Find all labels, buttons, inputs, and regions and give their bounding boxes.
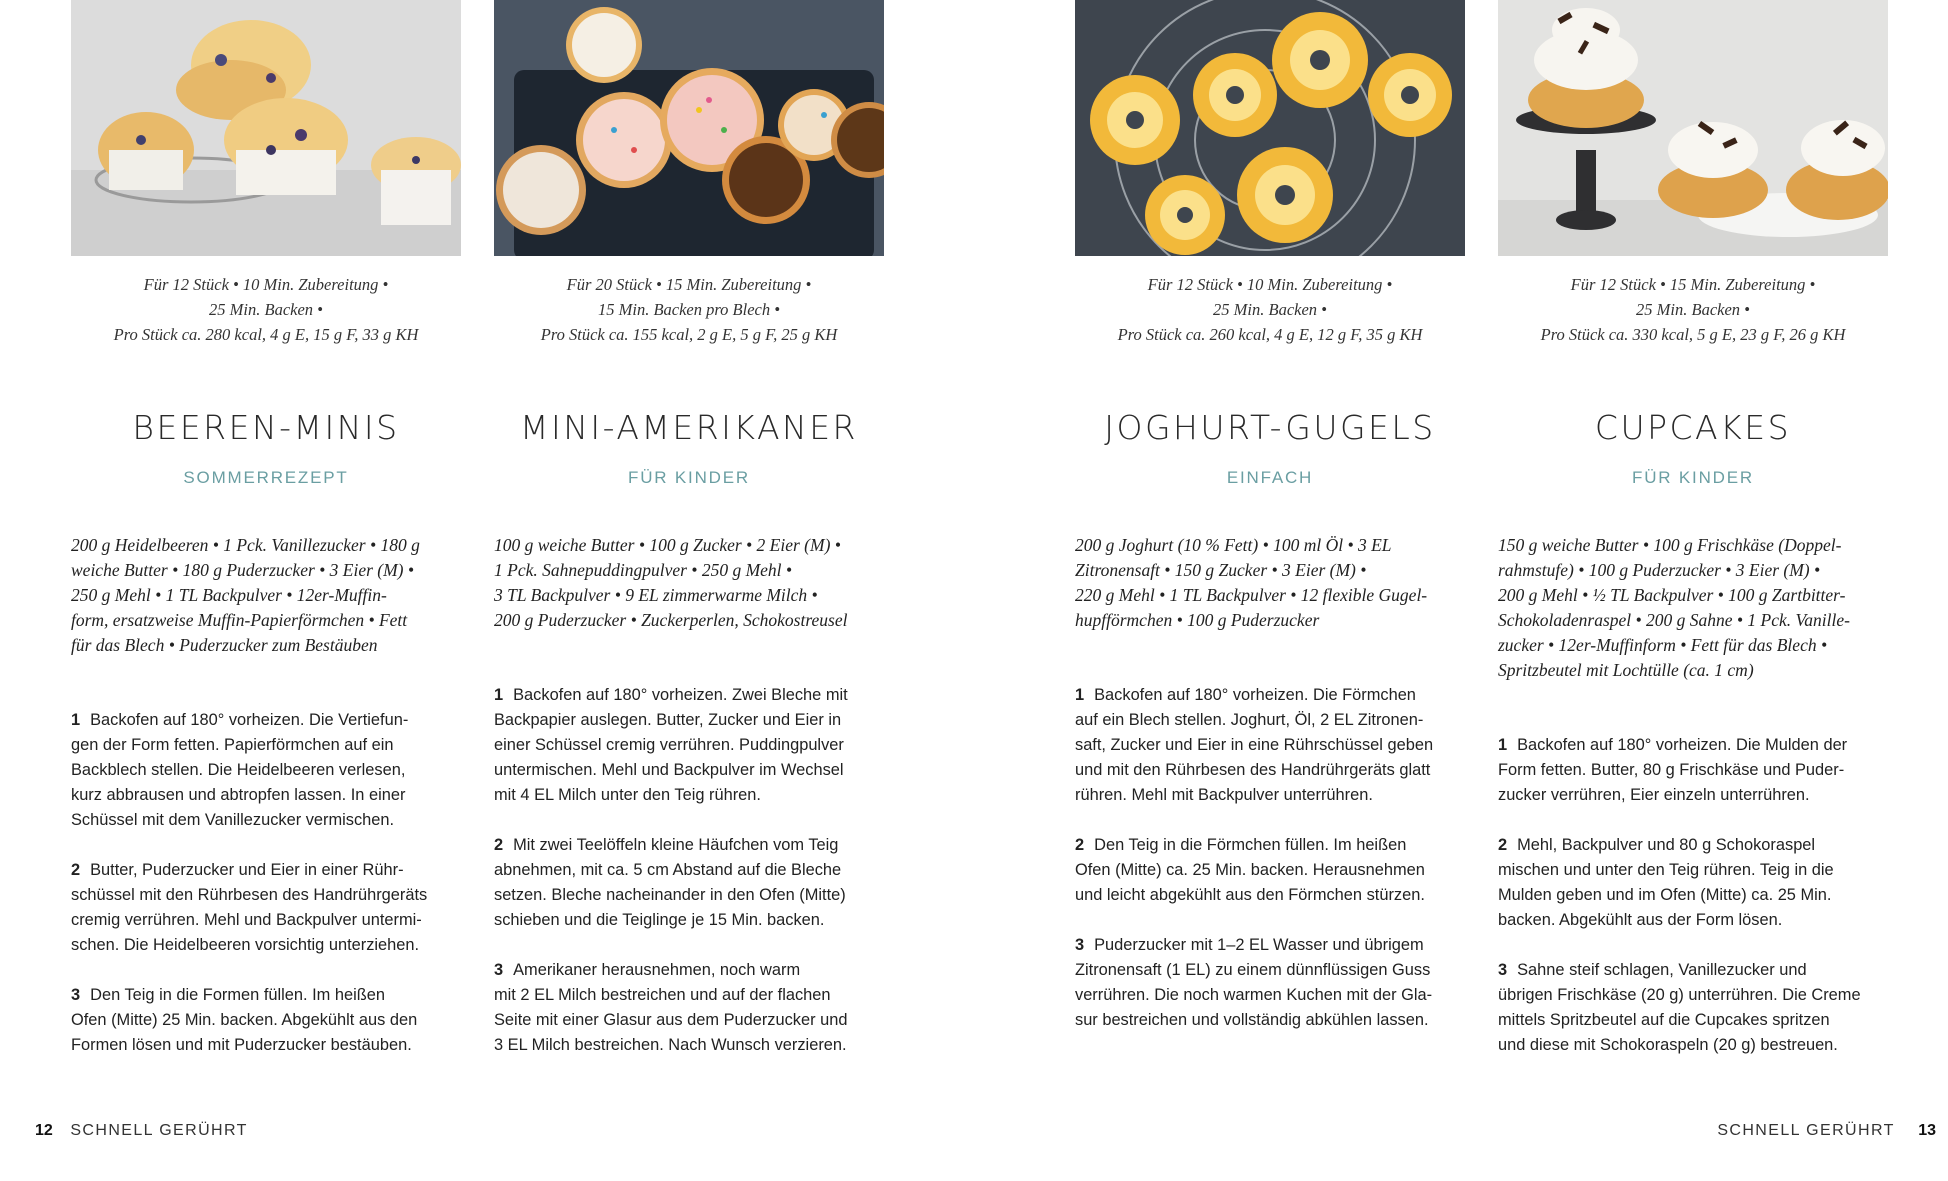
step-line: übrigen Frischkäse (20 g) unterrühren. Die Creme bbox=[1498, 986, 1861, 1004]
ingredients-list bbox=[1075, 533, 1475, 633]
step-number: 1 bbox=[1075, 686, 1085, 704]
step-line bbox=[71, 983, 471, 1008]
step-number: 3 bbox=[494, 961, 504, 979]
step-number: 2 bbox=[1498, 836, 1508, 854]
step-text: Mehl, Backpulver und 80 g Schokoraspel bbox=[1517, 836, 1816, 854]
step-text: Backofen auf 180° vorheizen. Die Vertiefun- bbox=[90, 711, 409, 729]
recipe-meta bbox=[494, 272, 884, 347]
ingredient-line: 200 g Heidelbeeren • 1 Pck. Vanillezucker • 180 g bbox=[71, 535, 420, 555]
ingredient-line: 150 g weiche Butter • 100 g Frischkäse (Doppel- bbox=[1498, 535, 1842, 555]
muffins-photo bbox=[71, 0, 461, 256]
step-line: verrühren. Die noch warmen Kuchen mit der Gla- bbox=[1075, 986, 1433, 1004]
meta-line: 25 Min. Backen • bbox=[1636, 300, 1750, 319]
step-line: schen. Die Heidelbeeren vorsichtig unterziehen. bbox=[71, 936, 420, 954]
ingredient-line: 200 g Mehl • ½ TL Backpulver • 100 g Zartbitter- bbox=[1498, 585, 1846, 605]
step-line: einer Schüssel cremig verrühren. Puddingpulver bbox=[494, 736, 844, 754]
ingredient-line: 3 TL Backpulver • 9 EL zimmerwarme Milch • bbox=[494, 585, 818, 605]
instructions bbox=[1498, 733, 1898, 1058]
step-line: auf ein Blech stellen. Joghurt, Öl, 2 EL Zitronen- bbox=[1075, 711, 1424, 729]
step-line: rühren. Mehl mit Backpulver unterrühren. bbox=[1075, 786, 1373, 804]
step-line bbox=[494, 958, 894, 983]
meta-line: Pro Stück ca. 155 kcal, 2 g E, 5 g F, 25 g KH bbox=[540, 325, 838, 344]
ingredient-line: Schokoladenraspel • 200 g Sahne • 1 Pck. Vanille- bbox=[1498, 610, 1850, 630]
step-number: 1 bbox=[71, 711, 81, 729]
step-number: 2 bbox=[71, 861, 81, 879]
recipe-subtitle: FÜR KINDER bbox=[628, 468, 750, 487]
recipe-title: MINI-AMERIKANER bbox=[520, 408, 858, 447]
step-text: Amerikaner herausnehmen, noch warm bbox=[513, 961, 801, 979]
step-line: kurz abbrausen und abtropfen lassen. In einer bbox=[71, 786, 406, 804]
ingredient-line: weiche Butter • 180 g Puderzucker • 3 Eier (M) • bbox=[71, 560, 415, 580]
meta-line: 25 Min. Backen • bbox=[1213, 300, 1327, 319]
step-line: backen. Abgekühlt aus der Form lösen. bbox=[1498, 911, 1783, 929]
step-text: Backofen auf 180° vorheizen. Die Förmchen bbox=[1094, 686, 1416, 704]
ingredient-line: 1 Pck. Sahnepuddingpulver • 250 g Mehl • bbox=[494, 560, 793, 580]
step-line bbox=[1075, 683, 1475, 708]
step-text: Backofen auf 180° vorheizen. Die Mulden der bbox=[1517, 736, 1848, 754]
right-page-footer bbox=[1717, 1122, 1936, 1140]
ingredient-line: hupfförmchen • 100 g Puderzucker bbox=[1075, 610, 1320, 630]
recipe-meta bbox=[71, 272, 461, 347]
step-number: 3 bbox=[71, 986, 81, 1004]
step-number: 2 bbox=[1075, 836, 1085, 854]
left-page-footer bbox=[35, 1122, 248, 1140]
meta-line: Für 12 Stück • 15 Min. Zubereitung • bbox=[1570, 275, 1816, 294]
recipe-beeren-minis bbox=[71, 0, 461, 1054]
step-line: Ofen (Mitte) 25 Min. backen. Abgekühlt aus den bbox=[71, 1011, 418, 1029]
recipe-subtitle: EINFACH bbox=[1226, 468, 1314, 487]
step-line: setzen. Bleche nacheinander in den Ofen (Mitte) bbox=[494, 886, 846, 904]
step-number: 1 bbox=[494, 686, 504, 704]
instructions bbox=[1075, 683, 1475, 1033]
step-line: und leicht abgekühlt aus den Förmchen stürzen. bbox=[1075, 886, 1425, 904]
step-line: saft, Zucker und Eier in eine Rührschüssel geben bbox=[1075, 736, 1434, 754]
step-line: zucker verrühren, Eier einzeln unterrühren. bbox=[1498, 786, 1810, 804]
step-text: Den Teig in die Förmchen füllen. Im heißen bbox=[1094, 836, 1407, 854]
ingredient-line: zucker • 12er-Muffinform • Fett für das Blech • bbox=[1498, 635, 1828, 655]
instructions bbox=[494, 683, 894, 1058]
meta-line: Pro Stück ca. 330 kcal, 5 g E, 23 g F, 26 g KH bbox=[1540, 325, 1846, 344]
recipe-cupcakes bbox=[1498, 0, 1888, 1054]
step-text: Butter, Puderzucker und Eier in einer Rühr- bbox=[90, 861, 404, 879]
step-line bbox=[71, 858, 471, 883]
step-line: Zitronensaft (1 EL) zu einem dünnflüssigen Guss bbox=[1075, 961, 1431, 979]
ingredient-line: für das Blech • Puderzucker zum Bestäuben bbox=[71, 635, 378, 655]
ingredient-line: 100 g weiche Butter • 100 g Zucker • 2 Eier (M) • bbox=[494, 535, 841, 555]
step-line: Mulden geben und im Ofen (Mitte) ca. 25 Min. bbox=[1498, 886, 1832, 904]
recipe-subtitle: SOMMERREZEPT bbox=[183, 468, 349, 487]
step-line: mittels Spritzbeutel auf die Cupcakes spritzen bbox=[1498, 1011, 1830, 1029]
step-line bbox=[1498, 733, 1898, 758]
recipe-title: JOGHURT-GUGELS bbox=[1104, 408, 1436, 447]
step-number: 2 bbox=[494, 836, 504, 854]
step-text: Puderzucker mit 1–2 EL Wasser und übrigem bbox=[1094, 936, 1424, 954]
step-line bbox=[1075, 933, 1475, 958]
recipe-subtitle: FÜR KINDER bbox=[1632, 468, 1754, 487]
step-text: Den Teig in die Formen füllen. Im heißen bbox=[90, 986, 386, 1004]
step-line: abnehmen, mit ca. 5 cm Abstand auf die Bleche bbox=[494, 861, 842, 879]
ingredient-line: Spritzbeutel mit Lochtülle (ca. 1 cm) bbox=[1498, 660, 1754, 680]
meta-line: Pro Stück ca. 280 kcal, 4 g E, 15 g F, 33 g KH bbox=[113, 325, 419, 344]
recipe-meta bbox=[1075, 272, 1465, 347]
step-line bbox=[494, 833, 894, 858]
step-line: gen der Form fetten. Papierförmchen auf ein bbox=[71, 736, 394, 754]
step-line: untermischen. Mehl und Backpulver im Wechsel bbox=[494, 761, 844, 779]
step-text: Mit zwei Teelöffeln kleine Häufchen vom Teig bbox=[513, 836, 839, 854]
step-line: Seite mit einer Glasur aus dem Puderzucker und bbox=[494, 1011, 848, 1029]
step-line: sur bestreichen und vollständig abkühlen lassen. bbox=[1075, 1011, 1429, 1029]
step-line: 3 EL Milch bestreichen. Nach Wunsch verzieren. bbox=[494, 1036, 847, 1054]
step-line: cremig verrühren. Mehl und Backpulver untermi- bbox=[71, 911, 422, 929]
section-title: SCHNELL GERÜHRT bbox=[70, 1122, 248, 1139]
step-line: schieben und die Teiglinge je 15 Min. backen. bbox=[494, 911, 825, 929]
recipe-title: CUPCAKES bbox=[1594, 408, 1792, 447]
step-line bbox=[494, 683, 894, 708]
step-text: Backofen auf 180° vorheizen. Zwei Bleche mit bbox=[513, 686, 848, 704]
ingredient-line: 250 g Mehl • 1 TL Backpulver • 12er-Muffin- bbox=[71, 585, 387, 605]
ingredients-list bbox=[494, 533, 894, 633]
recipe-mini-amerikaner bbox=[494, 0, 884, 1054]
step-number: 3 bbox=[1075, 936, 1085, 954]
amerikaner-photo bbox=[494, 0, 884, 256]
step-number: 3 bbox=[1498, 961, 1508, 979]
cupcakes-photo bbox=[1498, 0, 1888, 256]
recipe-meta bbox=[1498, 272, 1888, 347]
section-title: SCHNELL GERÜHRT bbox=[1717, 1122, 1895, 1139]
ingredient-line: rahmstufe) • 100 g Puderzucker • 3 Eier (M) • bbox=[1498, 560, 1821, 580]
step-line: mit 4 EL Milch unter den Teig rühren. bbox=[494, 786, 761, 804]
step-line bbox=[71, 708, 471, 733]
ingredient-line: 200 g Joghurt (10 % Fett) • 100 ml Öl • 3 EL bbox=[1075, 535, 1392, 555]
step-line bbox=[1075, 833, 1475, 858]
page-number: 13 bbox=[1918, 1122, 1936, 1139]
meta-line: Für 12 Stück • 10 Min. Zubereitung • bbox=[1147, 275, 1393, 294]
step-line: Backpapier auslegen. Butter, Zucker und Eier in bbox=[494, 711, 842, 729]
meta-line: 15 Min. Backen pro Blech • bbox=[597, 300, 781, 319]
ingredient-line: Zitronensaft • 150 g Zucker • 3 Eier (M) • bbox=[1075, 560, 1367, 580]
meta-line: Für 12 Stück • 10 Min. Zubereitung • bbox=[143, 275, 389, 294]
meta-line: Für 20 Stück • 15 Min. Zubereitung • bbox=[566, 275, 812, 294]
step-line: Formen lösen und mit Puderzucker bestäuben. bbox=[71, 1036, 412, 1054]
step-line: mit 2 EL Milch bestreichen und auf der flachen bbox=[494, 986, 831, 1004]
ingredient-line: 220 g Mehl • 1 TL Backpulver • 12 flexible Gugel- bbox=[1075, 585, 1428, 605]
gugels-photo bbox=[1075, 0, 1465, 256]
page-number: 12 bbox=[35, 1122, 53, 1139]
ingredient-line: 200 g Puderzucker • Zuckerperlen, Schokostreusel bbox=[494, 610, 848, 630]
meta-line: 25 Min. Backen • bbox=[209, 300, 323, 319]
ingredients-list bbox=[71, 533, 471, 658]
step-number: 1 bbox=[1498, 736, 1508, 754]
instructions bbox=[71, 708, 471, 1058]
step-line bbox=[1498, 958, 1898, 983]
step-text: Sahne steif schlagen, Vanillezucker und bbox=[1517, 961, 1807, 979]
recipe-title: BEEREN-MINIS bbox=[132, 408, 400, 447]
step-line: Form fetten. Butter, 80 g Frischkäse und Puder- bbox=[1498, 761, 1845, 779]
step-line: und mit den Rührbesen des Handrührgeräts glatt bbox=[1075, 761, 1431, 779]
ingredients-list bbox=[1498, 533, 1898, 683]
step-line: Ofen (Mitte) ca. 25 Min. backen. Herausnehmen bbox=[1075, 861, 1425, 879]
recipe-joghurt-gugels bbox=[1075, 0, 1465, 1029]
step-line bbox=[1498, 833, 1898, 858]
meta-line: Pro Stück ca. 260 kcal, 4 g E, 12 g F, 35 g KH bbox=[1117, 325, 1423, 344]
step-line: Schüssel mit dem Vanillezucker vermischen. bbox=[71, 811, 395, 829]
step-line: mischen und unter den Teig rühren. Teig in die bbox=[1498, 861, 1834, 879]
step-line: Backblech stellen. Die Heidelbeeren verlesen, bbox=[71, 761, 406, 779]
step-line: schüssel mit den Rührbesen des Handrührgeräts bbox=[71, 886, 428, 904]
ingredient-line: form, ersatzweise Muffin-Papierförmchen • Fett bbox=[71, 610, 408, 630]
step-line: und diese mit Schokoraspeln (20 g) bestreuen. bbox=[1498, 1036, 1838, 1054]
